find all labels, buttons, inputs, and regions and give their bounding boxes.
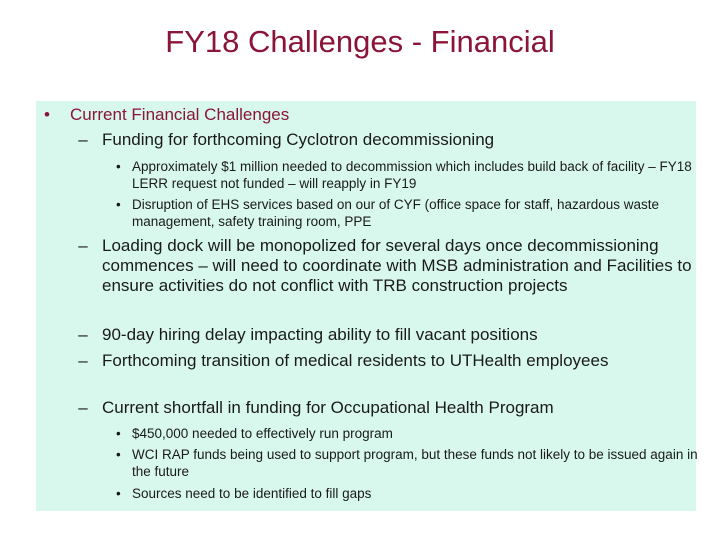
dash-marker: – [78, 130, 88, 149]
item-hiring-delay [64, 325, 720, 345]
dot-marker: • [116, 197, 121, 212]
dash-marker: – [78, 325, 88, 344]
item-occupational-health [64, 398, 720, 418]
subitem-decommission-cost [116, 158, 712, 192]
item-cyclotron-funding [64, 130, 720, 150]
subitem-text: Disruption of EHS services based on our of CYF (office space for staff, hazardous waste management, safety training room, PPE [132, 197, 660, 229]
dash-marker: – [78, 398, 88, 417]
item-text: Current shortfall in funding for Occupational Health Program [102, 398, 554, 417]
dot-marker: • [116, 447, 121, 462]
subitem-text: $450,000 needed to effectively run program [132, 426, 393, 441]
item-text: Forthcoming transition of medical residents to UTHealth employees [102, 351, 609, 370]
item-text: Loading dock will be monopolized for several days once decommissioning commences – will need to coordinate with MSB administration and Facilities to ensure activities do not conflict with TRB construction projects [102, 236, 692, 295]
item-text: Funding for forthcoming Cyclotron decommissioning [102, 130, 495, 149]
dot-marker: • [116, 159, 121, 174]
bullet-text: Current Financial Challenges [70, 105, 290, 124]
subitem-text: WCI RAP funds being used to support program, but these funds not likely to be issued again in the future [132, 447, 698, 479]
dot-marker: • [116, 486, 121, 501]
subitem-funding-needed [116, 425, 712, 442]
content-box [36, 101, 696, 511]
bullet-current-financial-challenges [44, 105, 289, 125]
item-text: 90-day hiring delay impacting ability to fill vacant positions [102, 325, 538, 344]
subitem-ehs-disruption [116, 196, 712, 230]
subitem-sources-needed [116, 485, 712, 502]
item-residents-transition [64, 351, 720, 371]
subitem-wci-rap-funds [116, 446, 712, 480]
dash-marker: – [78, 236, 88, 255]
subitem-text: Sources need to be identified to fill gaps [132, 486, 372, 501]
bullet-marker: • [44, 105, 50, 124]
item-loading-dock [64, 236, 720, 296]
slide-title: FY18 Challenges - Financial [165, 24, 555, 59]
dash-marker: – [78, 351, 88, 370]
dot-marker: • [116, 426, 121, 441]
subitem-text: Approximately $1 million needed to decommission which includes build back of facility – FY18 LERR request not funded – will reapply in FY19 [132, 159, 692, 191]
